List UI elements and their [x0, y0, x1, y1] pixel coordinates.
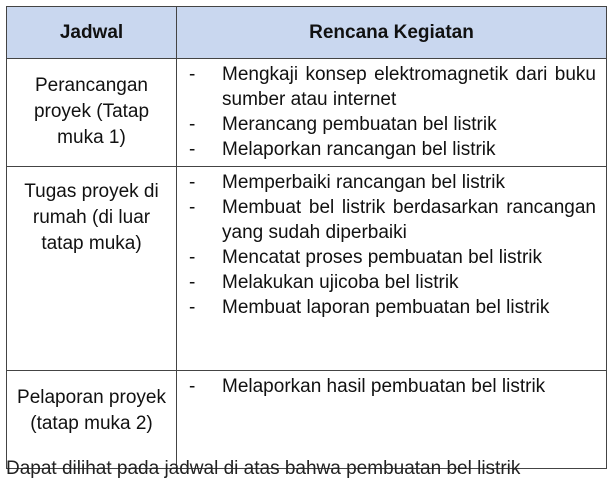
activity-item	[187, 270, 596, 295]
bullet-dash: -	[189, 197, 196, 218]
activity-item	[187, 170, 596, 195]
activity-text: Melaporkan hasil pembuatan bel listrik	[222, 376, 546, 397]
activity-list	[187, 170, 596, 320]
activity-item	[187, 112, 596, 137]
footer-text: Dapat dilihat pada jadwal di atas bahwa pembuatan bel listrik	[6, 458, 521, 479]
bullet-dash: -	[189, 297, 196, 318]
activity-text: Melaporkan rancangan bel listrik	[222, 139, 496, 160]
jadwal-cell: Pelaporan proyek (tatap muka 2)	[7, 371, 177, 469]
bullet-dash: -	[189, 114, 196, 135]
activity-text: Mengkaji konsep elektromagnetik dari buku sumber atau internet	[222, 64, 596, 110]
header-row	[7, 7, 607, 59]
table-row	[7, 371, 607, 469]
jadwal-cell: Perancangan proyek (Tatap muka 1)	[7, 59, 177, 167]
bullet-dash: -	[189, 247, 196, 268]
table-row	[7, 167, 607, 371]
activity-item	[187, 62, 596, 112]
bullet-dash: -	[189, 64, 196, 85]
activity-item	[187, 195, 596, 245]
kegiatan-cell	[177, 167, 607, 371]
activity-text: Merancang pembuatan bel listrik	[222, 114, 497, 135]
bullet-dash: -	[189, 376, 196, 397]
activity-text: Membuat laporan pembuatan bel listrik	[222, 297, 550, 318]
jadwal-cell: Tugas proyek di rumah (di luar tatap muka)	[7, 167, 177, 371]
activity-text: Melakukan ujicoba bel listrik	[222, 272, 459, 293]
activity-item	[187, 137, 596, 162]
activity-item	[187, 295, 596, 320]
bullet-dash: -	[189, 172, 196, 193]
activity-item	[187, 374, 596, 399]
header-jadwal: Jadwal	[7, 7, 177, 59]
activity-list	[187, 374, 596, 399]
bullet-dash: -	[189, 272, 196, 293]
kegiatan-cell	[177, 371, 607, 469]
activity-item	[187, 245, 596, 270]
activity-text: Mencatat proses pembuatan bel listrik	[222, 247, 542, 268]
activity-text: Membuat bel listrik berdasarkan rancangan yang sudah diperbaiki	[222, 197, 596, 243]
bullet-dash: -	[189, 139, 196, 160]
table-row	[7, 59, 607, 167]
activity-list	[187, 62, 596, 162]
header-rencana-kegiatan: Rencana Kegiatan	[177, 7, 607, 59]
kegiatan-cell	[177, 59, 607, 167]
activity-text: Memperbaiki rancangan bel listrik	[222, 172, 506, 193]
schedule-table	[6, 6, 607, 469]
